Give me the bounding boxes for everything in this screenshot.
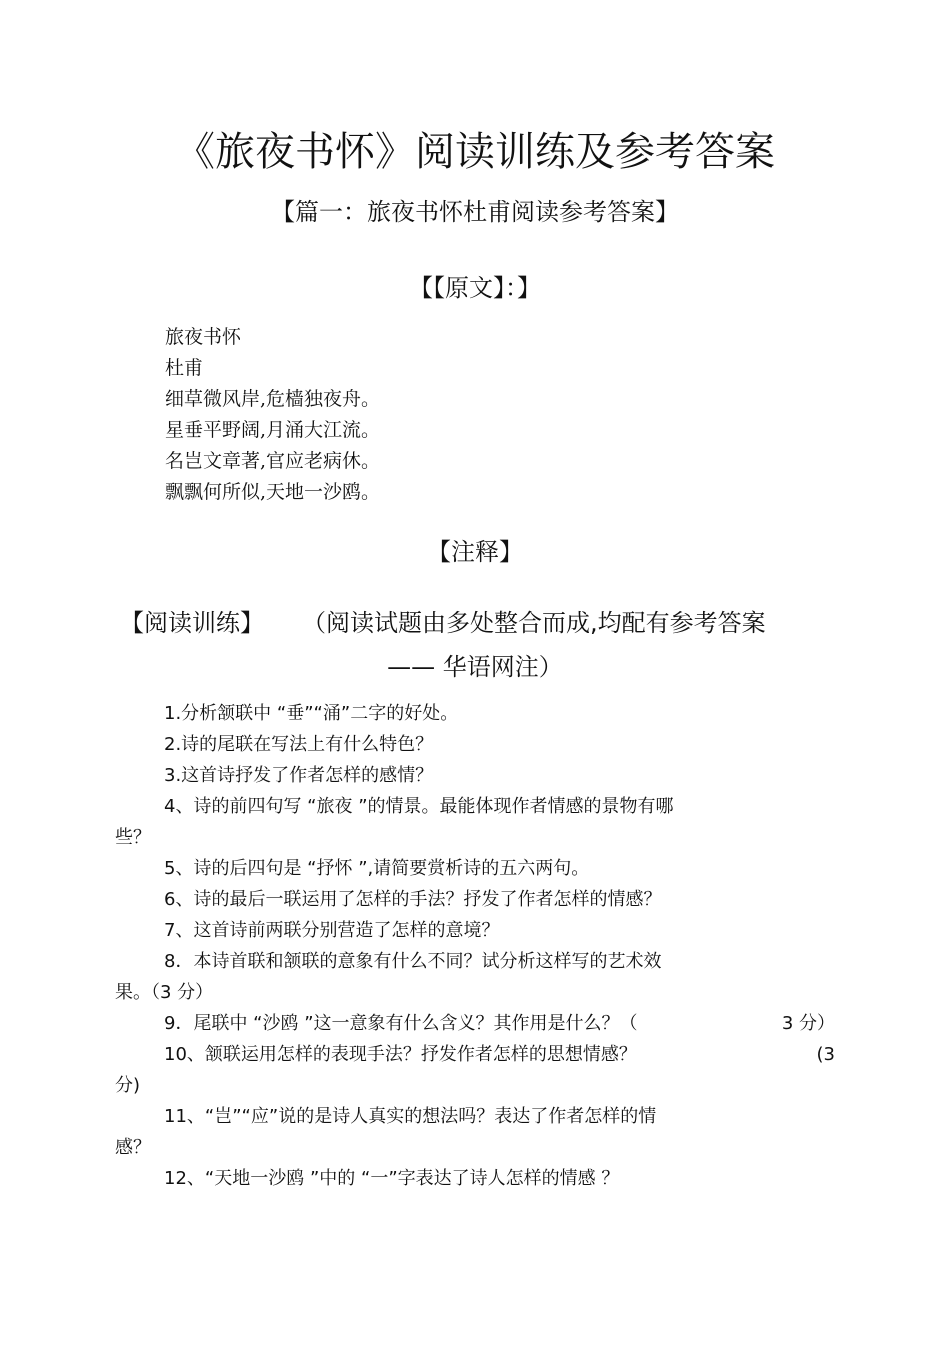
question-item: 2.诗的尾联在写法上有什么特色？ xyxy=(164,734,434,755)
question-score: (3 xyxy=(816,1044,835,1065)
question-item-continued: 分) xyxy=(115,1075,141,1096)
poem-line: 名岂文章著,官应老病休。 xyxy=(165,450,381,472)
question-item: 11、“岂”“应”说的是诗人真实的想法吗？表达了作者怎样的情 xyxy=(164,1106,657,1127)
poem-line: 细草微风岸,危樯独夜舟。 xyxy=(165,388,381,410)
training-note: （阅读试题由多处整合而成,均配有参考答案 xyxy=(302,609,766,637)
section-subtitle: 【篇一：旅夜书怀杜甫阅读参考答案】 xyxy=(271,198,679,226)
question-item: 6、诗的最后一联运用了怎样的手法？抒发了作者怎样的情感？ xyxy=(164,889,662,910)
poem-line: 星垂平野阔,月涌大江流。 xyxy=(165,419,381,441)
question-item: 12、“天地一沙鸥 ”中的 “一”字表达了诗人怎样的情感 ？ xyxy=(164,1168,620,1189)
question-item: 1.分析颔联中 “垂”“涌”二字的好处。 xyxy=(164,703,459,724)
original-text-heading: 【【原文】：】 xyxy=(409,274,541,302)
poem-author: 杜甫 xyxy=(165,357,204,379)
question-item-continued: 果。（3 分） xyxy=(115,982,214,1003)
question-item xyxy=(115,1039,835,1070)
training-note-continued: —— 华语网注） xyxy=(387,653,563,681)
poem-block xyxy=(165,322,765,508)
poem-title: 旅夜书怀 xyxy=(165,326,242,348)
question-list xyxy=(115,698,835,1194)
annotation-heading: 【注释】 xyxy=(427,538,523,566)
question-item xyxy=(115,1008,835,1039)
question-item: 7、这首诗前两联分别营造了怎样的意境？ xyxy=(164,920,500,941)
question-item: 3.这首诗抒发了作者怎样的感情？ xyxy=(164,765,434,786)
training-heading xyxy=(120,603,880,638)
question-text: 10、颔联运用怎样的表现手法？抒发作者怎样的思想情感？ xyxy=(164,1044,637,1065)
question-item: 4、诗的前四句写 “旅夜 ”的情景。最能体现作者情感的景物有哪 xyxy=(164,796,674,817)
question-score: 3 分） xyxy=(781,1013,835,1034)
question-item-continued: 感？ xyxy=(115,1137,151,1158)
question-text: 9．尾联中 “沙鸥 ”这一意象有什么含义？其作用是什么？（ xyxy=(164,1013,638,1034)
question-item: 8．本诗首联和颔联的意象有什么不同？试分析这样写的艺术效 xyxy=(164,951,662,972)
question-item: 5、诗的后四句是 “抒怀 ”,请简要赏析诗的五六两句。 xyxy=(164,858,590,879)
training-label: 【阅读训练】 xyxy=(120,609,264,637)
poem-line: 飘飘何所似,天地一沙鸥。 xyxy=(165,481,381,503)
question-item-continued: 些？ xyxy=(115,827,151,848)
page-title: 《旅夜书怀》阅读训练及参考答案 xyxy=(175,129,775,175)
